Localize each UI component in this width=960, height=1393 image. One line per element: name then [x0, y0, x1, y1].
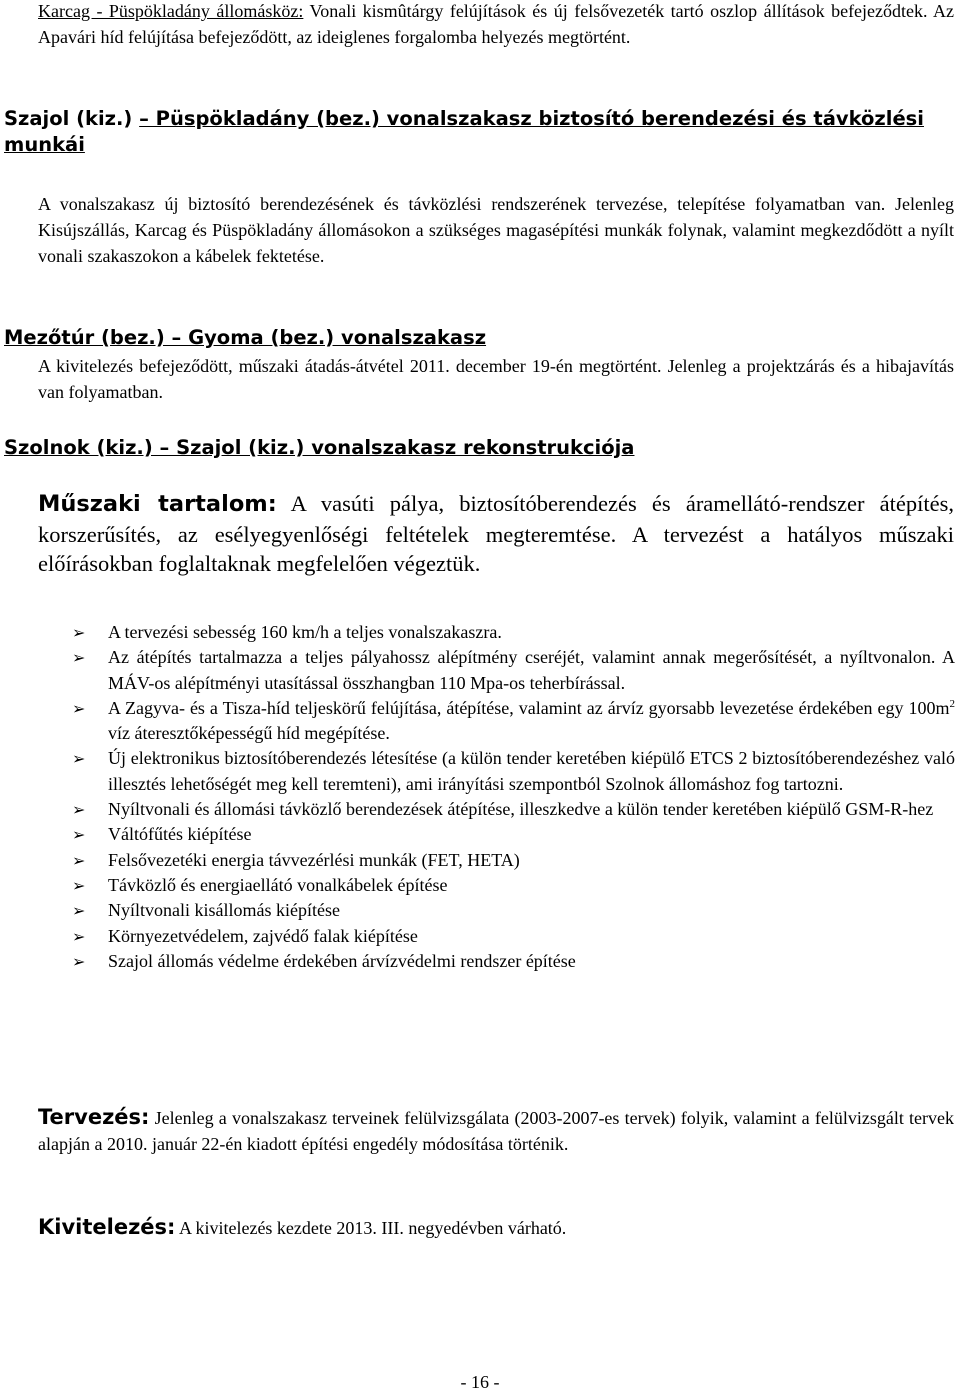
- list-item: ➢ Távközlő és energiaellátó vonalkábelek építése: [72, 873, 955, 898]
- list-item: ➢ Váltófűtés kiépítése: [72, 822, 955, 847]
- arrow-bullet-icon: ➢: [72, 800, 86, 820]
- list-item: ➢ Új elektronikus biztosítóberendezés létesítése (a külön tender keretében kiépülő ETCS 2 biztosítóberendezéshez való illesztés lehetőségét meg kell teremteni), ami irányítási szempontból Szolnok állomáshoz fog tartozni.: [72, 748, 955, 794]
- list-item: ➢ Nyíltvonali kisállomás kiépítése: [72, 898, 955, 923]
- arrow-bullet-icon: ➢: [72, 648, 86, 668]
- list-item: ➢ Felsővezetéki energia távvezérlési munkák (FET, HETA): [72, 848, 955, 873]
- design-paragraph: [38, 1104, 954, 1157]
- technical-content-paragraph: [38, 489, 954, 579]
- section1-heading: [4, 106, 954, 158]
- arrow-bullet-icon: ➢: [72, 850, 86, 870]
- design-label: Tervezés:: [38, 1105, 150, 1129]
- design-text: Jelenleg a vonalszakasz terveinek felülvizsgálata (2003-2007-es tervek) folyik, valamint a felülvizsgált tervek alapján a 2010. január 22-én kiadott építési engedély módosítása történik.: [38, 1108, 954, 1154]
- section2-heading: [4, 325, 954, 351]
- technical-content-label: Műszaki tartalom:: [38, 491, 277, 517]
- list-item: ➢ Az átépítés tartalmazza a teljes pályahossz alépítmény cseréjét, valamint annak megerősítését, a nyíltvonalon. A MÁV-os alépítményi utasítással összhangban 110 Mpa-os teherbírással.: [72, 647, 955, 693]
- arrow-bullet-icon: ➢: [72, 749, 86, 769]
- list-item: ➢ A tervezési sebesség 160 km/h a teljes vonalszakaszra.: [72, 620, 955, 645]
- list-item: ➢ Nyíltvonali és állomási távközlő berendezések átépítése, illeszkedve a külön tender keretében kiépülő GSM-R-hez: [72, 797, 955, 822]
- arrow-bullet-icon: ➢: [72, 875, 86, 895]
- intro-text: Vonali kismûtárgy felújítások és új felsővezeték tartó oszlop állítások befejeződtek. Az Apavári híd felújítása befejeződött, az ideiglenes forgalomba helyezés megtörtént.: [38, 1, 954, 47]
- section2-heading-text: Mezőtúr (bez.) – Gyoma (bez.) vonalszakasz: [4, 326, 487, 349]
- arrow-bullet-icon: ➢: [72, 698, 86, 718]
- execution-text: A kivitelezés kezdete 2013. III. negyedévben várható.: [175, 1218, 567, 1238]
- section3-heading-text: Szolnok (kiz.) – Szajol (kiz.) vonalszakasz rekonstrukciója: [4, 436, 635, 459]
- arrow-bullet-icon: ➢: [72, 623, 86, 642]
- section1-heading-underlined: – Püspökladány (bez.) vonalszakasz biztosító berendezési és távközlési munkái: [4, 107, 924, 156]
- list-item: ➢ A Zagyva- és a Tisza-híd teljeskörű felújítása, átépítése, valamint az árvíz gyorsabb levezetése érdekében egy $100m^2$ víz áteresztőképességű híd megépítése.: [72, 697, 955, 744]
- execution-paragraph: [38, 1214, 954, 1241]
- page-number: - 16 -: [460, 1372, 500, 1392]
- arrow-bullet-icon: ➢: [72, 951, 86, 971]
- list-item: ➢ Szajol állomás védelme érdekében árvízvédelmi rendszer építése: [72, 949, 955, 974]
- intro-paragraph: [38, 0, 954, 50]
- arrow-bullet-icon: ➢: [72, 901, 86, 921]
- execution-label: Kivitelezés:: [38, 1215, 176, 1239]
- scope-list: [72, 620, 955, 974]
- section2-paragraph: A kivitelezés befejeződött, műszaki átadás-átvétel 2011. december 19-én megtörtént. Jelenleg a projektzárás és a hibajavítás van folyamatban.: [38, 356, 954, 402]
- arrow-bullet-icon: ➢: [72, 926, 86, 946]
- arrow-bullet-icon: ➢: [72, 825, 86, 845]
- technical-content-text: A vasúti pálya, biztosítóberendezés és áramellátó-rendszer átépítés, korszerűsítés, az esélyegyenlőségi feltételek megteremtése. A tervezést a hatályos műszaki előírásokban foglaltaknak megfelelően végeztük.: [38, 491, 954, 576]
- intro-link[interactable]: Karcag - Püspökladány állomásköz:: [38, 1, 304, 21]
- section3-heading: [4, 435, 954, 461]
- section1-paragraph: A vonalszakasz új biztosító berendezésének és távközlési rendszerének tervezése, telepítése folyamatban van. Jelenleg Kisújszállás, Karcag és Püspökladány állomásokon a szükséges magasépítési munkák folynak, valamint megkezdődött a nyílt vonali szakaszokon a kábelek fektetése.: [38, 194, 954, 266]
- list-item: ➢ Környezetvédelem, zajvédő falak kiépítése: [72, 924, 955, 949]
- section1-heading-plain: Szajol (kiz.): [4, 107, 140, 130]
